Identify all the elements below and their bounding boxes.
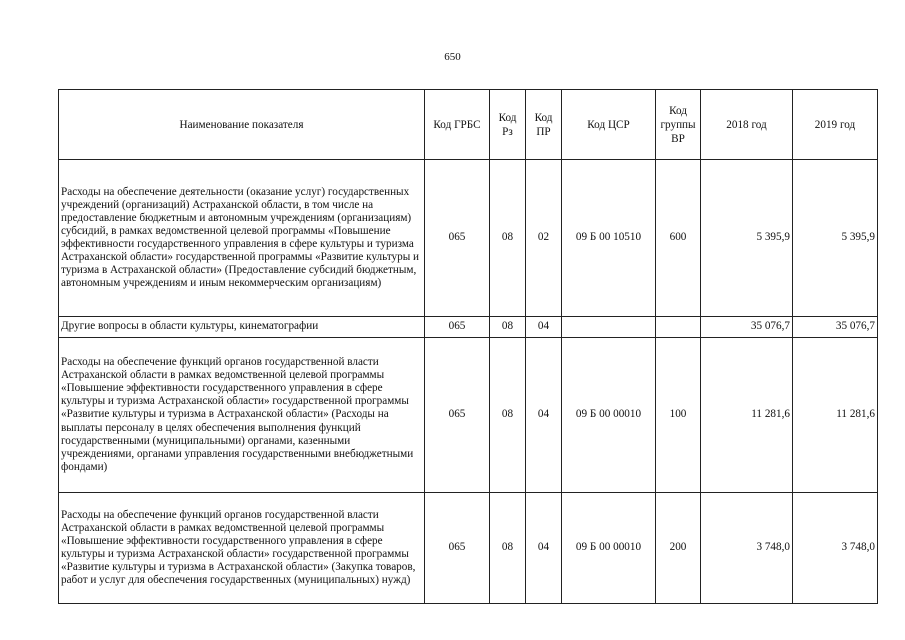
table-row — [59, 317, 878, 338]
table-row — [59, 493, 878, 604]
row-grbs-code: 065 — [425, 160, 490, 317]
table-row — [59, 160, 878, 317]
row-grbs-code: 065 — [425, 338, 490, 493]
row-csr-code: 09 Б 00 00010 — [562, 493, 656, 604]
row-csr-code — [562, 317, 656, 338]
row-indicator-name: Расходы на обеспечение деятельности (оказание услуг) государственных учреждений (организаций) Астраханской области, в том числе на предоставление бюджетным и автономным учреждениям (организациям) субсидий, в рамках ведомственной целевой программы «Повышение эффективности государственного управления в сфере культуры и туризма Астраханской области» государственной программы «Развитие культуры и туризма в Астраханской области» (Предоставление субсидий бюджетным, автономным учреждениям и иным некоммерческим организациям) — [59, 160, 425, 317]
row-rz-code: 08 — [490, 338, 526, 493]
row-vr-group-code: 600 — [656, 160, 701, 317]
row-vr-group-code — [656, 317, 701, 338]
row-csr-code: 09 Б 00 10510 — [562, 160, 656, 317]
row-value-2018: 11 281,6 — [701, 338, 793, 493]
header-indicator-name: Наименование показателя — [59, 90, 425, 160]
page-number: 650 — [444, 51, 461, 63]
header-year-2018: 2018 год — [701, 90, 793, 160]
row-indicator-name: Другие вопросы в области культуры, кинематографии — [59, 317, 425, 338]
row-pr-code: 04 — [526, 338, 562, 493]
row-value-2018: 35 076,7 — [701, 317, 793, 338]
budget-table — [58, 89, 878, 604]
table-header-row — [59, 90, 878, 160]
row-value-2018: 5 395,9 — [701, 160, 793, 317]
row-rz-code: 08 — [490, 160, 526, 317]
header-year-2019: 2019 год — [793, 90, 878, 160]
row-value-2019: 35 076,7 — [793, 317, 878, 338]
row-pr-code: 02 — [526, 160, 562, 317]
row-pr-code: 04 — [526, 493, 562, 604]
table-row — [59, 338, 878, 493]
row-indicator-name: Расходы на обеспечение функций органов государственной власти Астраханской области в рамках ведомственной целевой программы «Повышение эффективности государственного управления в сфере культуры и туризма Астраханской области» государственной программы «Развитие культуры и туризма в Астраханской области» (Расходы на выплаты персоналу в целях обеспечения выполнения функций государственными (муниципальными) органами, казенными учреждениями, органами управления государственными внебюджетными фондами) — [59, 338, 425, 493]
header-csr-code: Код ЦСР — [562, 90, 656, 160]
row-vr-group-code: 200 — [656, 493, 701, 604]
row-csr-code: 09 Б 00 00010 — [562, 338, 656, 493]
row-value-2019: 11 281,6 — [793, 338, 878, 493]
row-rz-code: 08 — [490, 493, 526, 604]
header-grbs-code: Код ГРБС — [425, 90, 490, 160]
row-pr-code: 04 — [526, 317, 562, 338]
row-rz-code: 08 — [490, 317, 526, 338]
header-pr-code: Код ПР — [526, 90, 562, 160]
row-grbs-code: 065 — [425, 317, 490, 338]
row-value-2019: 5 395,9 — [793, 160, 878, 317]
row-vr-group-code: 100 — [656, 338, 701, 493]
row-grbs-code: 065 — [425, 493, 490, 604]
row-value-2018: 3 748,0 — [701, 493, 793, 604]
header-vr-group-code: Код группы ВР — [656, 90, 701, 160]
row-value-2019: 3 748,0 — [793, 493, 878, 604]
row-indicator-name: Расходы на обеспечение функций органов государственной власти Астраханской области в рамках ведомственной целевой программы «Повышение эффективности государственного управления в сфере культуры и туризма Астраханской области» государственной программы «Развитие культуры и туризма в Астраханской области» (Закупка товаров, работ и услуг для обеспечения государственных (муниципальных) нужд) — [59, 493, 425, 604]
header-rz-code: Код Рз — [490, 90, 526, 160]
